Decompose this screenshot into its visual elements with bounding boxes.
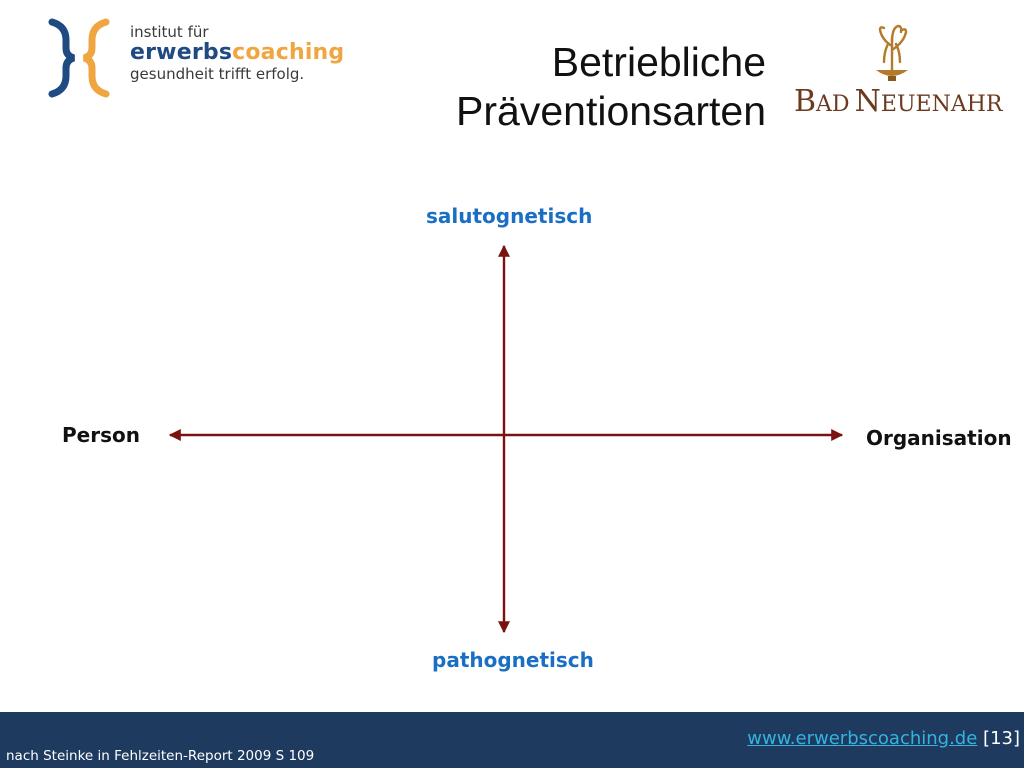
source-citation: nach Steinke in Fehlzeiten-Report 2009 S 109 xyxy=(6,748,315,764)
logo-tagline: gesundheit trifft erfolg. xyxy=(130,65,305,83)
axis-label-left: Person xyxy=(62,423,140,447)
axis-label-bottom: pathognetisch xyxy=(432,648,594,672)
axis-label-right: Organisation xyxy=(866,426,1012,450)
title-line-2: Präventionsarten xyxy=(456,88,766,134)
title-line-1: Betriebliche xyxy=(551,39,766,85)
logo-coaching: coaching xyxy=(232,40,345,65)
logo-line-institut: institut für xyxy=(130,23,209,41)
footer-bar xyxy=(0,712,1024,768)
website-link[interactable]: www.erwerbscoaching.de xyxy=(747,728,978,749)
footer-link-area xyxy=(747,728,1020,749)
bad-neuenahr-wordmark: BAD NEUENAHR xyxy=(794,84,1003,119)
axis-label-top: salutognetisch xyxy=(426,204,593,228)
page-number: [13] xyxy=(983,728,1020,749)
logo-erwerbs: erwerbs xyxy=(130,40,233,65)
